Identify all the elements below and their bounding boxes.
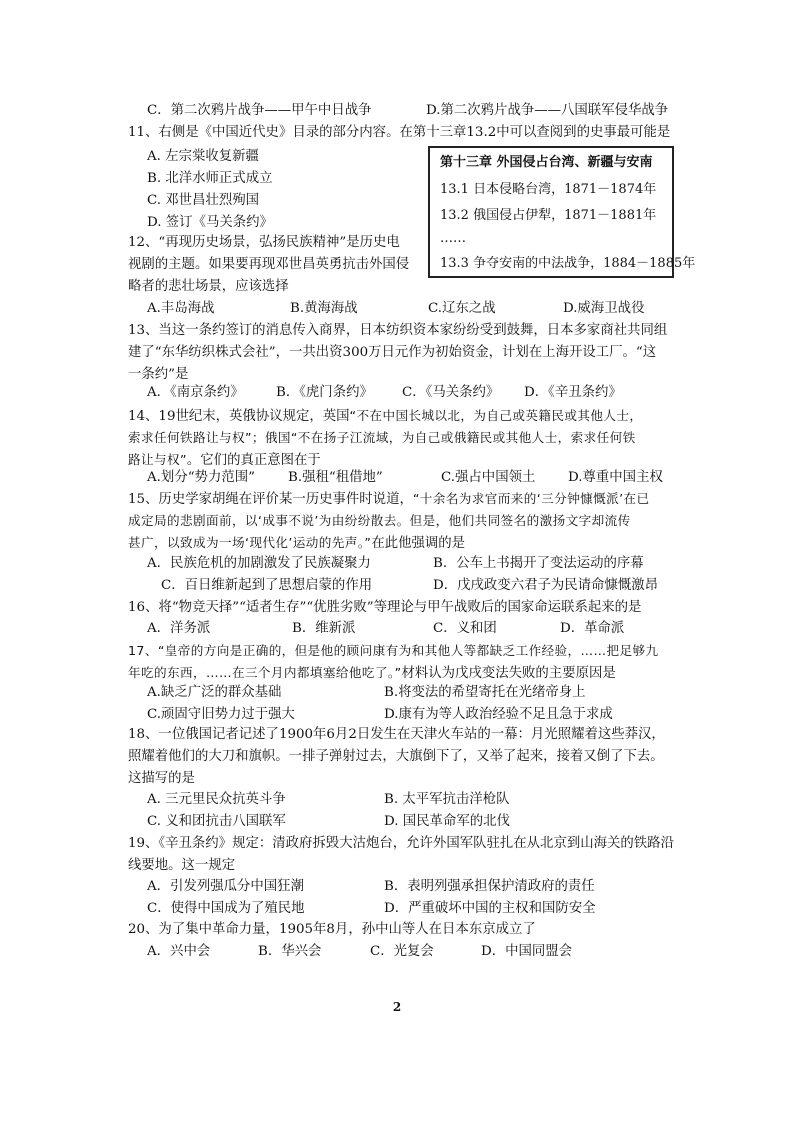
q18-stem-line: 照耀着他们的大刀和旗帜。一排子弹射过去，大旗倒下了，又举了起来，接着又倒了下去。 bbox=[128, 749, 664, 764]
q15-stem-text: 15、历史学家胡绳在评价某一历史事件时说道， bbox=[128, 492, 413, 507]
q19-option-b: B．表明列强承担保护清政府的责任 bbox=[384, 879, 595, 894]
q20-option-b: B．华兴会 bbox=[258, 944, 322, 959]
q17-option-a: A.缺乏广泛的群众基础 bbox=[147, 685, 282, 700]
q15-quote: “十余名为求官而来的‘三分钟慷慨派’在已 bbox=[412, 491, 650, 506]
q13-stem-line: 13、当这一条约签订的消息传入商界，日本纺织资本家纷纷受到鼓舞，日本多家商社共同组 bbox=[128, 323, 668, 338]
q14-stem-line bbox=[128, 407, 642, 426]
q14-quote: “不在中国长城以北，为自己或英籍民或其他人士， bbox=[349, 408, 643, 423]
q12-option-a: A.丰岛海战 bbox=[147, 301, 215, 316]
q15-quote: 甚广，以致成为一场‘现代化’运动的先声。” bbox=[128, 535, 372, 550]
q14-quote-line: 索求任何铁路让与权”；俄国“不在扬子江流域，为自己或俄籍民或其他人士，索求任何铁 bbox=[128, 430, 636, 445]
q20-option-d: D．中国同盟会 bbox=[481, 944, 573, 959]
q18-option-b: B. 太平军抗击洋枪队 bbox=[384, 792, 510, 807]
q15-option-b: B．公车上书揭开了变法运动的序幕 bbox=[433, 556, 644, 571]
q12-stem-line: 视剧的主题。如果要再现邓世昌英勇抗击外国侵 bbox=[128, 257, 410, 272]
q17-quote: 年吃的东西，……在三个月内都填塞给他吃了。” bbox=[128, 665, 402, 680]
q11-option-b: B. 北洋水师正式成立 bbox=[147, 171, 273, 186]
q19-option-a: A．引发列强瓜分中国狂潮 bbox=[147, 879, 304, 894]
q16-option-c: C．义和团 bbox=[433, 621, 497, 636]
q11-stem: 11、右侧是《中国近代史》目录的部分内容。在第十三章13.2中可以查阅到的史事最可能是 bbox=[128, 125, 671, 140]
q14-option-a: A.划分“势力范围” bbox=[147, 470, 255, 485]
q16-option-d: D．革命派 bbox=[560, 621, 625, 636]
q17-quote-line: 17、“皇帝的方向是正确的，但是他的顾问康有为和其他人等都缺乏工作经验，……把足够九 bbox=[128, 643, 659, 658]
q18-stem-line: 18、一位俄国记者记述了1900年6月2日发生在天津火车站的一幕：月光照耀着这些莽汉， bbox=[128, 727, 665, 742]
q12-stem-line: 12、“再现历史场景，弘扬民族精神”是历史电 bbox=[128, 235, 400, 250]
q18-option-d: D. 国民革命军的北伐 bbox=[384, 814, 510, 829]
q13-option-a: A．《南京条约》 bbox=[147, 385, 244, 400]
q20-stem: 20、为了集中革命力量，1905年8月，孙中山等人在日本东京成立了 bbox=[128, 922, 536, 937]
q19-option-c: C．使得中国成为了殖民地 bbox=[147, 901, 305, 916]
q17-stem-text: 材料认为戊戌变法失败的主要原因是 bbox=[401, 666, 616, 681]
q13-option-d: D．《辛丑条约》 bbox=[524, 385, 622, 400]
q16-option-a: A．洋务派 bbox=[147, 621, 211, 636]
q14-option-d: D.尊重中国主权 bbox=[568, 470, 663, 485]
page-number: 2 bbox=[392, 1000, 402, 1014]
q16-option-b: B．维新派 bbox=[292, 621, 356, 636]
q15-stem-line bbox=[128, 534, 465, 553]
q12-option-b: B.黄海海战 bbox=[290, 301, 358, 316]
toc-entry: 13.2 俄国侵占伊犁，1871－1881年 bbox=[440, 208, 657, 223]
toc-entry: 13.1 日本侵略台湾，1871－1874年 bbox=[440, 182, 657, 197]
q12-option-c: C.辽东之战 bbox=[428, 301, 496, 316]
q18-stem-line: 这描写的是 bbox=[128, 771, 195, 786]
q10-option-c: C．第二次鸦片战争——甲午中日战争 bbox=[147, 103, 372, 118]
q18-option-a: A. 三元里民众抗英斗争 bbox=[147, 792, 286, 807]
toc-entry: 13.3 争夺安南的中法战争，1884－1885年 bbox=[440, 256, 696, 271]
toc-chapter-title: 第十三章 外国侵占台湾、新疆与安南 bbox=[440, 155, 653, 170]
q14-quote: 路让与权” bbox=[128, 452, 187, 467]
q17-option-c: C.顽固守旧势力过于强大 bbox=[147, 707, 295, 722]
q13-option-b: B．《虎门条约》 bbox=[276, 385, 373, 400]
q11-option-d: D. 签订《马关条约》 bbox=[147, 215, 273, 230]
q12-option-d: D.威海卫战役 bbox=[563, 301, 645, 316]
q17-option-b: B.将变法的希望寄托在光绪帝身上 bbox=[384, 685, 586, 700]
q19-stem-line: 线要地。这一规定 bbox=[128, 858, 236, 873]
q15-stem-text: 在此他强调的是 bbox=[371, 536, 466, 551]
q15-option-a: A．民族危机的加剧激发了民族凝聚力 bbox=[147, 556, 371, 571]
q11-option-c: C. 邓世昌壮烈殉国 bbox=[147, 193, 260, 208]
q20-option-c: C．光复会 bbox=[370, 944, 434, 959]
q15-stem-line bbox=[128, 490, 649, 509]
q18-option-c: C. 义和团抗击八国联军 bbox=[147, 814, 286, 829]
q13-stem-line: 建了“东华纺织株式会社”，一共出资300万日元作为初始资金，计划在上海开设工厂。“这 bbox=[128, 345, 657, 360]
q13-option-c: C．《马关条约》 bbox=[402, 385, 500, 400]
q13-stem-line: 一条约”是 bbox=[128, 367, 189, 382]
q16-stem: 16、将“物竞天择”“适者生存”“优胜劣败”等理论与甲午战败后的国家命运联系起来的是 bbox=[128, 600, 642, 615]
table-of-contents-box bbox=[428, 146, 696, 278]
q12-stem-line: 略者的悲壮场景，应该选择 bbox=[128, 279, 289, 294]
q14-option-b: B.强租“租借地” bbox=[288, 470, 383, 485]
q15-option-d: D．戊戌政变六君子为民请命慷慨激昂 bbox=[433, 578, 658, 593]
q20-option-a: A．兴中会 bbox=[147, 944, 211, 959]
q10-option-d: D.第二次鸦片战争——八国联军侵华战争 bbox=[426, 103, 669, 118]
q15-quote-line: 成定局的悲剧面前，以‘成事不说’为由纷纷散去。但是，他们共同签名的激扬文字却流传 bbox=[128, 513, 631, 528]
q14-stem-text: 14、19世纪末，英俄协议规定，英国 bbox=[128, 409, 350, 424]
q14-stem-text: 。它们的真正意图在于 bbox=[186, 453, 321, 468]
q11-option-a: A. 左宗棠收复新疆 bbox=[147, 149, 259, 164]
q14-stem-line bbox=[128, 451, 321, 470]
q15-option-c: C．百日维新起到了思想启蒙的作用 bbox=[161, 578, 373, 593]
q19-option-d: D．严重破坏中国的主权和国防安全 bbox=[384, 901, 596, 916]
q17-option-d: D.康有为等人政治经验不足且急于求成 bbox=[384, 707, 613, 722]
q17-stem-line bbox=[128, 664, 616, 683]
toc-ellipsis: …… bbox=[440, 231, 466, 246]
q14-option-c: C.强占中国领土 bbox=[441, 470, 536, 485]
q19-stem-line: 19、《辛丑条约》规定：清政府拆毁大沽炮台，允许外国军队驻扎在从北京到山海关的铁路沿 bbox=[128, 836, 674, 851]
